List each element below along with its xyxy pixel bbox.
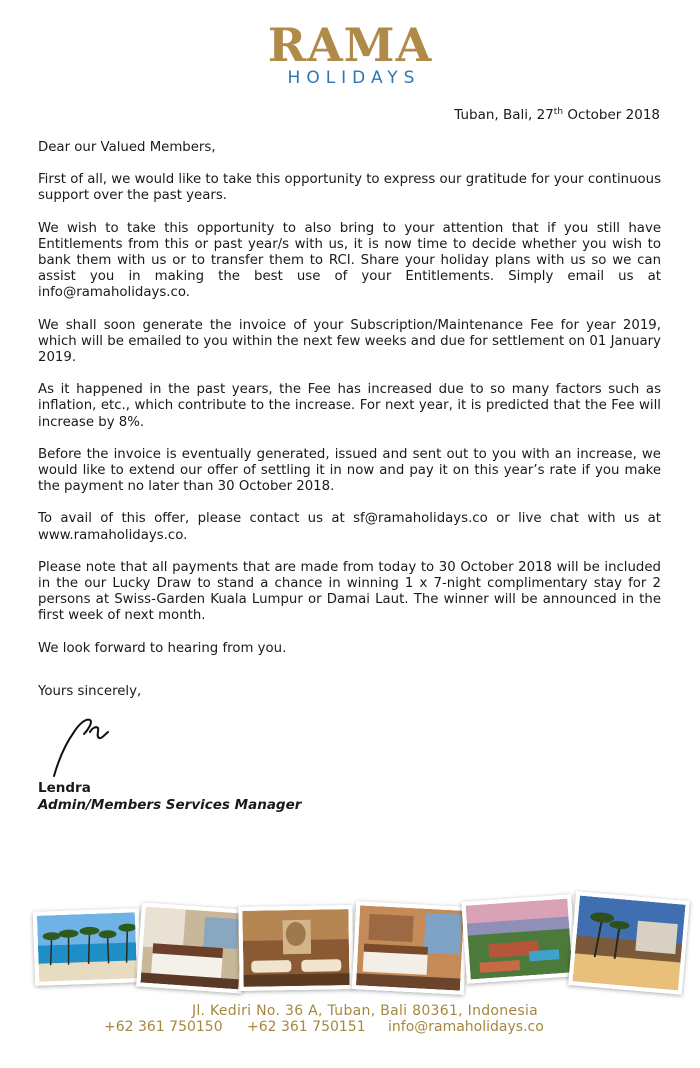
beach-palms-photo [33, 908, 142, 986]
footer-phone-2: +62 361 750151 [247, 1019, 366, 1035]
company-logo [0, 18, 700, 88]
body-paragraph: Before the invoice is eventually generated, issued and sent out to you with an increase, we would like to extend our offer of settling it in now and pay it on this year’s rate if you make the payment no later than 30 October 2018. [38, 446, 661, 495]
logo-tagline: HOLIDAYS [287, 68, 421, 88]
suite-icon [356, 905, 464, 990]
body-paragraph: We look forward to hearing from you. [38, 640, 287, 656]
footer-phone-1: +62 361 750150 [104, 1019, 223, 1035]
bedroom-icon [140, 907, 243, 990]
closing-line: Yours sincerely, [38, 684, 142, 699]
spa-room-photo [238, 905, 353, 991]
date-place: Tuban, Bali, 27 [454, 107, 554, 123]
footer-email: info@ramaholidays.co [388, 1019, 544, 1035]
resort-aerial-photo [461, 894, 576, 983]
aerial-icon [466, 899, 573, 980]
hotel-bedroom-photo [136, 902, 248, 993]
handwritten-signature [46, 712, 116, 782]
body-paragraph: To avail of this offer, please contact us at sf@ramaholidays.co or live chat with us at www.ramaholidays.co. [38, 511, 661, 543]
body-paragraph: First of all, we would like to take this opportunity to express our gratitude for your continuous support over the past years. [38, 172, 661, 204]
spa-icon [242, 909, 349, 987]
letter-body [38, 140, 661, 673]
date-month-year: October 2018 [563, 107, 660, 123]
hotel-suite-photo [352, 901, 468, 995]
salutation: Dear our Valued Members, [38, 140, 216, 155]
body-paragraph: We wish to take this opportunity to also bring to your attention that if you still have Entitlements from this or past year/s with us, it is now time to decide whether you wish to bank them with us or to transfer them to RCI. Share your holiday plans with us so we can assist you in making the best use of your Entitlements. Simply email us at info@ramaholidays.co. [38, 220, 661, 301]
poolside-icon [572, 896, 685, 991]
body-paragraph: As it happened in the past years, the Fee has increased due to so many factors such as inflation, etc., which contribute to the increase. For next year, it is predicted that the Fee will increase by 8%. [38, 382, 661, 430]
date-ordinal: th [553, 107, 564, 117]
body-paragraph: Please note that all payments that are made from today to 30 October 2018 will be included in the our Lucky Draw to stand a chance in winning 1 x 7-night complimentary stay for 2 persons at Swiss-Garden Kuala Lumpur or Damai Laut. The winner will be announced in the first week of next month. [38, 559, 661, 624]
footer-address: Jl. Kediri No. 36 A, Tuban, Bali 80361, Indonesia [191, 1003, 539, 1019]
beach-palms-icon [37, 912, 137, 981]
logo-wordmark: RAMA [267, 18, 433, 72]
signer-title: Admin/Members Services Manager [38, 797, 302, 813]
letter-date [454, 107, 660, 124]
signer-name: Lendra [38, 780, 91, 796]
body-paragraph: We shall soon generate the invoice of your Subscription/Maintenance Fee for year 2019, which will be emailed to you within the next few weeks and due for settlement on 01 January 2019. [38, 317, 661, 366]
poolside-resort-photo [568, 891, 690, 995]
